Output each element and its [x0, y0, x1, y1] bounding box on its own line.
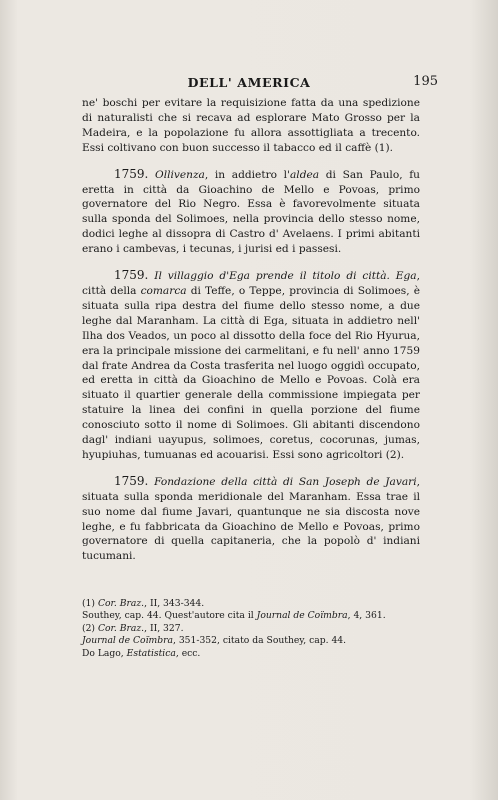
footnote-2: (2) Cor. Braz., II, 327.	[82, 622, 184, 634]
running-title: DELL' AMERICA	[187, 75, 311, 90]
paragraph-san-joseph-de-javari: 1759. Fondazione della città di San Joseph de Javari, situata sulla sponda meridionale del Maranham. Essa trae il suo nome dal fiume Javari, quantunque ne sia discosta nove leghe, e fu fabbricata da Gioachino de Mello e Povoas, primo governatore di quella capitaneria, che la popolò d' indiani tucumani.	[82, 473, 420, 563]
paragraph-ollivenza: 1759. Ollivenza, in addietro l'aldea di San Paulo, fu eretta in città da Gioachino de Mello e Povoas, primo governatore del Rio Negro. Essa è favorevolmente situata sulla sponda del Solimoes, nella provincia dello stesso nome, dodici leghe al dissopra di Castro d' Avelaens. I primi abitanti erano i cambevas, i tecunas, i jurisi ed i passesi.	[82, 166, 420, 256]
entry-title: Il villaggio d'Ega prende il titolo di città. Ega	[154, 270, 417, 283]
footnote-2-continued: Journal de Coïmbra, 351-352, citato da Southey, cap. 44.	[82, 635, 347, 647]
entry-title: Fondazione della città di San Joseph de Javari	[154, 475, 417, 488]
footnote-2-continued-2: Do Lago, Estatistica, ecc.	[82, 647, 201, 659]
paragraph-continued: ne' boschi per evitare la requisizione fatta da una spedizione di naturalisti che si recava ad esplorare Mato Grosso per la Madeira, e la popolazione fu allora assottigliata a trecento. Essi coltivano con buon successo il tabacco ed il caffè (1).	[82, 97, 420, 154]
page-number: 195	[413, 74, 438, 89]
entry-year: 1759.	[114, 473, 149, 488]
footnote-1-continued: Southey, cap. 44. Quest'autore cita il Journal de Coïmbra, 4, 361.	[82, 610, 386, 622]
entry-title: Ollivenza	[155, 168, 205, 181]
entry-year: 1759.	[114, 268, 149, 283]
paragraph-ega: 1759. Il villaggio d'Ega prende il titolo di città. Ega, città della comarca di Teffe, o Teppe, provincia di Solimoes, è situata sulla ripa destra del fiume dello stesso nome, a due leghe dal Maranham. La città di Ega, situata in addietro nell' Ilha dos Veados, un poco al dissotto della foce del Rio Hyurua, era la principale missione dei carmelitani, e fu nell' anno 1759 dal frate Andrea da Costa trasferita nel luogo oggidì occupato, ed eretta in città da Gioachino de Mello e Povoas. Colà era situato il quartier generale della commissione impiegata per statuire la linea dei confini in quella porzione del fiume conosciuto sotto il nome di Solimoes. Gli abitanti discendono dagl' indiani uayupus, solimoes, coretus, cocorunas, jumas, hyupiuhas, tumuanas ed acouarisi. Essi sono agricoltori (2).	[82, 268, 421, 461]
body-text	[82, 96, 420, 564]
page-header	[0, 75, 498, 95]
footnotes	[82, 598, 420, 660]
footnote-1: (1) Cor. Braz., II, 343-344.	[82, 598, 205, 609]
entry-year: 1759.	[114, 166, 149, 181]
